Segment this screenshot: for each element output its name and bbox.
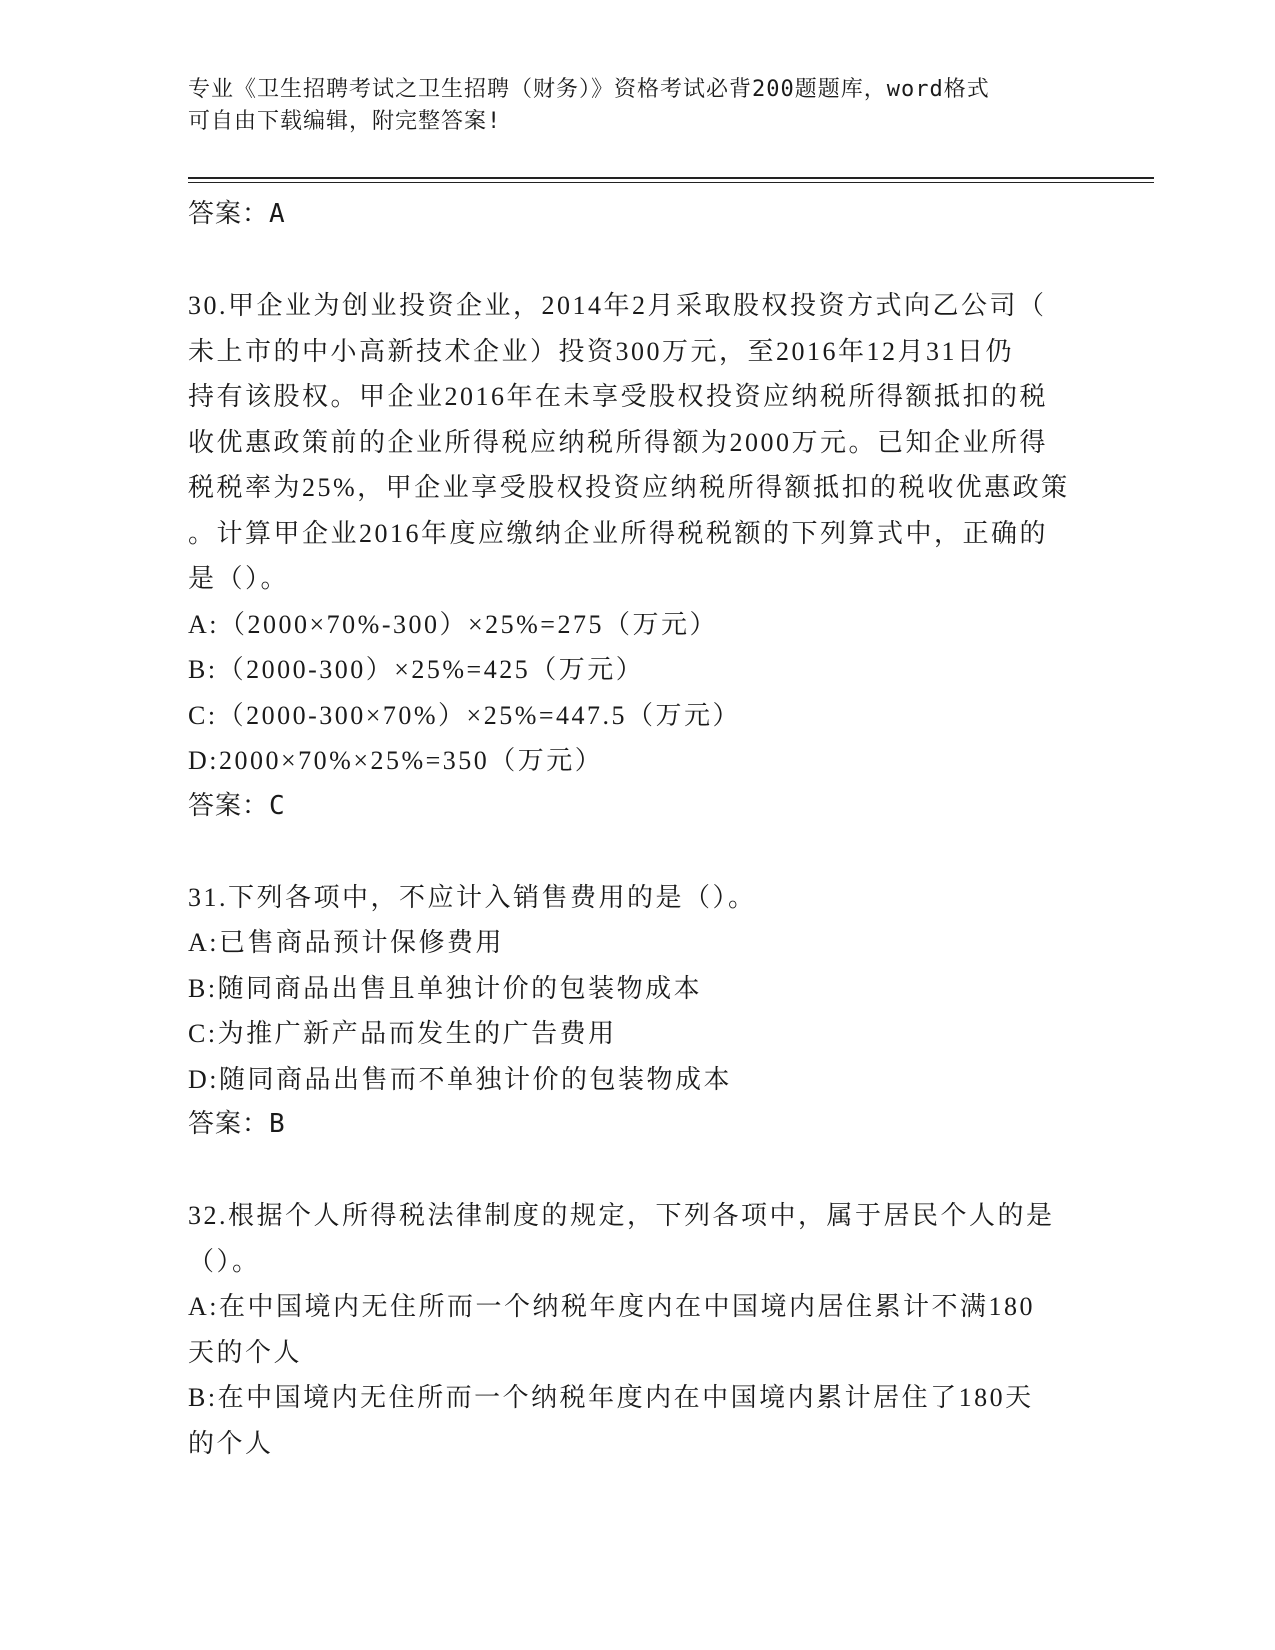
option-a: A:已售商品预计保修费用 (188, 928, 505, 957)
document-body (188, 192, 1088, 1466)
option-b: B:在中国境内无住所而一个纳税年度内在中国境内累计居住了180天 (188, 1383, 1034, 1412)
question-text-line: 。计算甲企业2016年度应缴纳企业所得税税额的下列算式中，正确的 (188, 518, 1049, 548)
option-c: C:（2000-300×70%）×25%=447.5（万元） (188, 700, 742, 730)
question-31 (188, 875, 1088, 1148)
spacer (188, 238, 1088, 284)
option-d: D:2000×70%×25%=350（万元） (188, 746, 604, 775)
previous-answer: 答案：A (188, 199, 286, 229)
question-text-line: 持有该股权。甲企业2016年在未享受股权投资应纳税所得额抵扣的税 (188, 382, 1049, 411)
question-text-line: （）。 (188, 1246, 261, 1276)
option-b: B:（2000-300）×25%=425（万元） (188, 655, 645, 684)
header-divider-thin (188, 182, 1154, 183)
option-a-continued: 天的个人 (188, 1337, 303, 1367)
question-text-line: 税税率为25%，甲企业享受股权投资应纳税所得额抵扣的税收优惠政策 (188, 473, 1070, 502)
option-a: A:在中国境内无住所而一个纳税年度内在中国境内居住累计不满180 (188, 1292, 1036, 1321)
page-header (188, 74, 1088, 138)
option-c: C:为推广新产品而发生的广告费用 (188, 1019, 617, 1048)
option-d: D:随同商品出售而不单独计价的包装物成本 (188, 1064, 733, 1094)
question-text-line: 收优惠政策前的企业所得税应纳税所得额为2000万元。已知企业所得 (188, 427, 1049, 457)
question-text-line: 31.下列各项中，不应计入销售费用的是（）。 (188, 882, 757, 912)
question-text-line: 32.根据个人所得税法律制度的规定，下列各项中，属于居民个人的是 (188, 1201, 1055, 1230)
header-divider-thick (188, 177, 1154, 179)
question-text-line: 未上市的中小高新技术企业）投资300万元，至2016年12月31日仍 (188, 336, 1015, 366)
option-a: A:（2000×70%-300）×25%=275（万元） (188, 609, 718, 639)
spacer (188, 1148, 1088, 1194)
option-b: B:随同商品出售且单独计价的包装物成本 (188, 973, 703, 1003)
header-line-2: 可自由下载编辑，附完整答案! (188, 109, 502, 134)
spacer (188, 829, 1088, 875)
question-30 (188, 283, 1088, 829)
option-b-continued: 的个人 (188, 1428, 274, 1458)
question-text-line: 30.甲企业为创业投资企业，2014年2月采取股权投资方式向乙公司（ (188, 291, 1047, 320)
question-text-line: 是（）。 (188, 564, 290, 593)
answer: 答案：C (188, 790, 286, 821)
answer: 答案：B (188, 1109, 286, 1139)
question-32 (188, 1193, 1088, 1466)
header-line-1: 专业《卫生招聘考试之卫生招聘（财务）》资格考试必背200题题库，word格式 (188, 77, 990, 102)
